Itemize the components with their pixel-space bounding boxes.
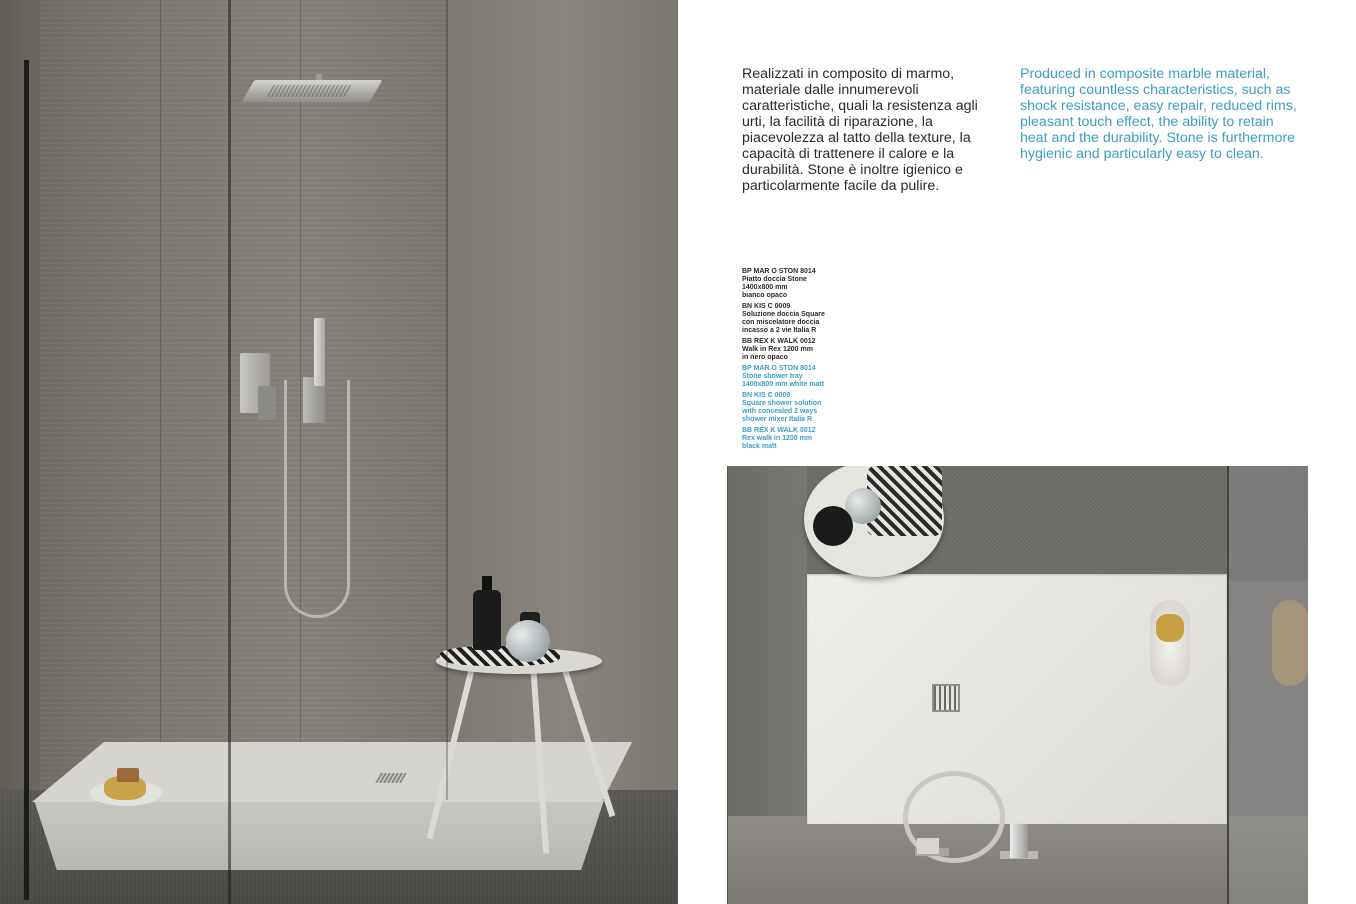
- product-codes: [742, 268, 862, 454]
- shower-tray-front: [34, 800, 604, 870]
- code-line: BP MAR O STON 8014: [742, 365, 816, 372]
- soap-dish: [1150, 600, 1190, 686]
- glass-panel-edge: [228, 0, 231, 904]
- code-line: 1400x800 mm: [742, 284, 788, 291]
- code-line: bianco opaco: [742, 292, 788, 299]
- code-block-it: [742, 338, 862, 362]
- photo-edge: [727, 466, 728, 904]
- glass-sphere: [506, 620, 550, 662]
- wall-panel-joint: [160, 0, 161, 800]
- description-english: Produced in composite marble material, featuring countless characteristics, such as shock resistance, easy repair, reduced rims, pleasant touch effect, the ability to retain heat and the durability. Stone is furthermore hygienic and particularly easy to clean.: [1020, 66, 1297, 162]
- code-line: Soluzione doccia Square: [742, 311, 825, 318]
- code-block-it: [742, 268, 862, 300]
- code-line: BP MAR O STON 8014: [742, 268, 816, 275]
- mixer-lever: [258, 386, 276, 420]
- code-line: 1400x800 mm white matt: [742, 381, 825, 388]
- code-line: Rex walk in 1200 mm: [742, 435, 813, 442]
- code-line: shower mixer Italia R: [742, 416, 813, 423]
- left-wall: [0, 0, 40, 800]
- soap-bottle: [473, 590, 501, 650]
- code-line: Walk in Rex 1200 mm: [742, 346, 813, 353]
- glass-profile: [24, 60, 29, 900]
- code-line: con miscelatore doccia: [742, 319, 820, 326]
- sponge: [1156, 614, 1184, 642]
- description-italian: Realizzati in composito di marmo, materiale dalle innumerevoli caratteristiche, quali la resistenza agli urti, la facilità di riparazione, la piacevolezza al tatto della texture, la capacità di trattenere il calore e la durabilità. Stone è inoltre igienico e particolarmente facile da pulire.: [742, 66, 978, 194]
- code-line: in nero opaco: [742, 354, 788, 361]
- code-block-en: [742, 365, 862, 389]
- code-line: Square shower solution: [742, 400, 822, 407]
- code-line: Piatto doccia Stone: [742, 276, 807, 283]
- black-jar: [813, 506, 853, 546]
- square-drain: [932, 684, 960, 712]
- code-block-en: [742, 392, 862, 424]
- code-line: black matt: [742, 443, 777, 450]
- code-line: incasso a 2 vie Italia R: [742, 327, 817, 334]
- shower-head-nozzles: [267, 85, 354, 97]
- tray-detail-photo: [727, 466, 1308, 904]
- wall-corner: [446, 0, 448, 800]
- mixer-tap: [1010, 824, 1028, 858]
- code-line: BN KIS C 0009: [742, 392, 791, 399]
- soap-bar: [117, 768, 139, 782]
- code-line: Stone shower tray: [742, 373, 803, 380]
- code-block-en: [742, 427, 862, 451]
- code-block-it: [742, 303, 862, 335]
- hand-shower: [314, 318, 325, 386]
- code-line: BN KIS C 0009: [742, 303, 791, 310]
- hand-shower: [917, 838, 939, 854]
- soap-dish-reflection: [1272, 600, 1308, 686]
- code-line: BB REX K WALK 0012: [742, 427, 816, 434]
- code-line: with concealed 2 ways: [742, 408, 818, 415]
- code-line: BB REX K WALK 0012: [742, 338, 816, 345]
- right-wall: [448, 0, 678, 800]
